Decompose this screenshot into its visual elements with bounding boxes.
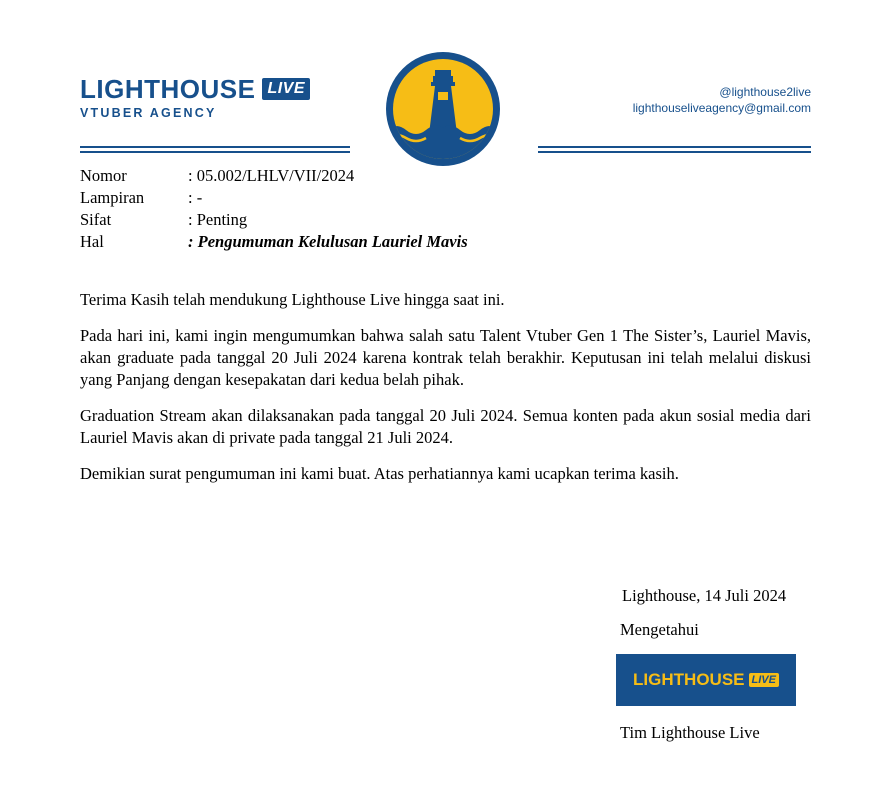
meta-value: : - [188, 188, 203, 207]
stamp-brand: LIGHTHOUSE [633, 670, 745, 689]
brand-live-badge: LIVE [262, 78, 310, 100]
meta-label: Nomor [80, 166, 127, 185]
meta-row-hal [80, 231, 468, 253]
body-paragraph: Terima Kasih telah mendukung Lighthouse Live hingga saat ini. [80, 290, 505, 309]
place-date: Lighthouse, 14 Juli 2024 [622, 586, 787, 605]
signer-name: Tim Lighthouse Live [620, 723, 760, 742]
meta-row-sifat [80, 209, 468, 231]
contact-email: lighthouseliveagency@gmail.com [632, 101, 811, 115]
header-rule-right-bottom [538, 151, 811, 153]
brand-name: LIGHTHOUSE [80, 74, 256, 104]
header-rule-left-top [80, 146, 350, 148]
signature-stamp-logo [616, 654, 796, 706]
stamp-live-badge: LIVE [749, 673, 779, 687]
meta-label: Sifat [80, 210, 112, 229]
meta-value-subject: : Pengumuman Kelulusan Lauriel Mavis [188, 232, 468, 251]
brand-logo-text [80, 74, 310, 104]
letter-meta [80, 165, 468, 253]
body-paragraph: Demikian surat pengumuman ini kami buat. Atas perhatiannya kami ucapkan terima kasih. [80, 464, 679, 483]
header-rule-right-top [538, 146, 811, 148]
body-paragraph: Graduation Stream akan dilaksanakan pada tanggal 20 Juli 2024. Semua konten pada akun sosial media dari Lauriel Mavis akan di private pada tanggal 21 Juli 2024. [80, 406, 811, 447]
contact-handle: @lighthouse2live [719, 85, 811, 99]
body-paragraph: Pada hari ini, kami ingin mengumumkan bahwa salah satu Talent Vtuber Gen 1 The Sister’s, Lauriel Mavis, akan graduate pada tanggal 20 Juli 2024 karena kontrak telah berakhir. Keputusan ini telah melalui diskusi yang Panjang dengan kesepakatan dari kedua belah pihak. [80, 326, 811, 389]
acknowledged-label: Mengetahui [620, 620, 699, 639]
meta-value: : 05.002/LHLV/VII/2024 [188, 166, 355, 185]
meta-row-nomor [80, 165, 468, 187]
meta-label: Lampiran [80, 188, 145, 207]
letter-body [80, 289, 811, 499]
meta-value: : Penting [188, 210, 248, 229]
lighthouse-logo-icon [386, 52, 500, 166]
meta-row-lampiran [80, 187, 468, 209]
meta-label: Hal [80, 232, 104, 251]
header-rule-left-bottom [80, 151, 350, 153]
brand-subtitle: VTUBER AGENCY [80, 106, 217, 120]
contact-info [633, 84, 811, 116]
